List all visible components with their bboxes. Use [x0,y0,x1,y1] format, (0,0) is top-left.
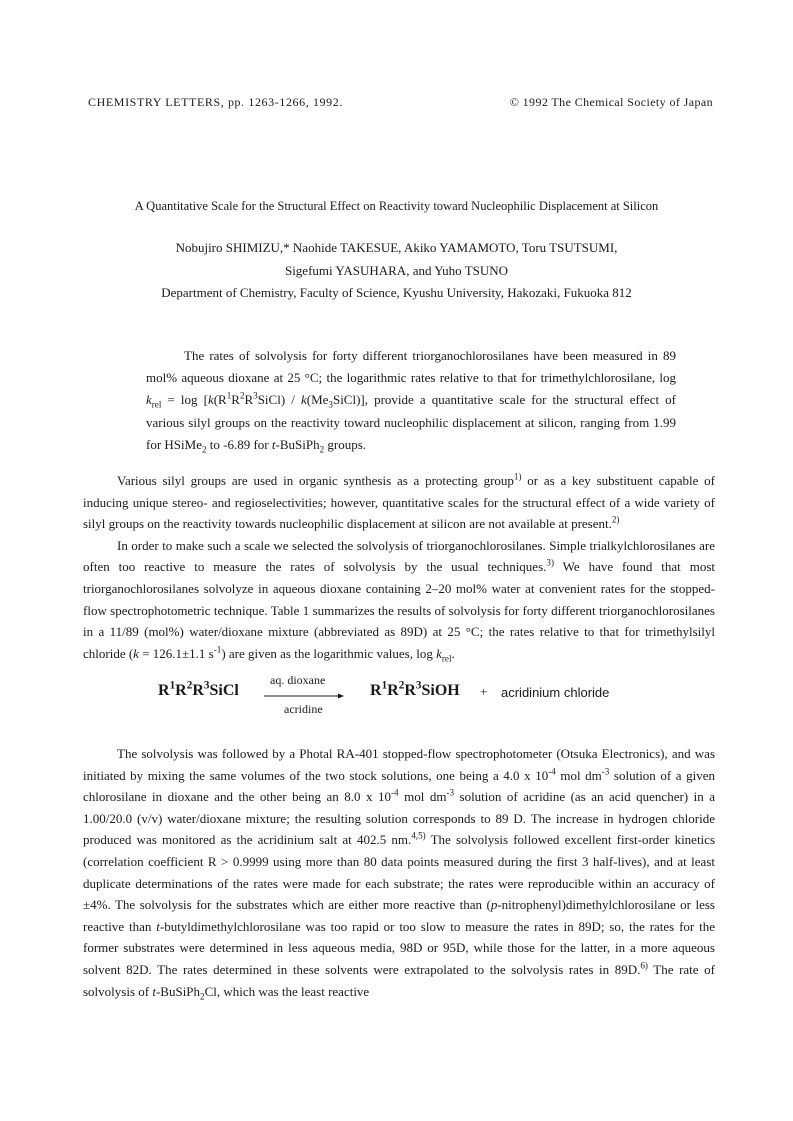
reaction-reagent: acridine [284,702,323,716]
paper-title: A Quantitative Scale for the Structural Effect on Reactivity toward Nucleophilic Displacement at Silicon [134,199,659,213]
byproduct-name: acridinium chloride [501,685,610,700]
copyright-notice: © 1992 The Chemical Society of Japan [509,95,713,109]
paragraph-2: In order to make such a scale we selected the solvolysis of triorganochlorosilanes. Simple trialkylchlorosilanes are often too reactive to measure the rates of solvolysis by the usual techniques.$^{3)}$ We have found that most triorganochlorosilanes solvolyze in aqueous dioxane containing 2–20 mol% water at convenient rates for the stopped-flow spectrophotometric technique. Table 1 summarizes the results of solvolysis for forty different triorganochlorosilanes in a 11/89 (mol%) water/dioxane mixture (abbreviated as 89D) at 25 °C; the rates relative to that for trimethylsilyl chloride (k = 126.1±1.1 $s^{-1}$) are given as the logarithmic values, $\log k_{rel}$. [83,537,715,664]
authors-line-1: Nobujiro SHIMIZU,* Naohide TAKESUE, Akiko YAMAMOTO, Toru TSUTSUMI, [175,240,618,255]
journal-citation: CHEMISTRY LETTERS, pp. 1263-1266, 1992. [88,95,343,109]
body-text-intro [83,470,715,664]
abstract: The rates of solvolysis for forty different triorganochlorosilanes have been measured in 89 mol% aqueous dioxane at 25 °C; the logarithmic rates relative to that for trimethylchlorosilane, $\log k_{rel} = \log$ [$k(R^1R^2R^3SiCl)$ / $k(Me_3SiCl)$], provide a quantitative scale for the structural effect of various silyl groups on the reactivity toward nucleophilic displacement at silicon, ranging from 1.99 for HSiMe$_2$ to -6.89 for t-BuSiPh$_2$ groups. [146,348,676,455]
plus-sign: + [480,684,488,699]
reaction-arrow-icon [264,692,344,700]
paragraph-1: Various silyl groups are used in organic synthesis as a protecting group$^{1)}$ or as a key substituent capable of inducing unique stereo- and regioselectivities; however, quantitative scales for the structural effect of a wide variety of silyl groups on the reactivity towards nucleophilic displacement at silicon are not available at present.$^{2)}$ [83,471,715,532]
authors-line-2: Sigefumi YASUHARA, and Yuho TSUNO [284,263,509,278]
reaction-scheme [0,673,793,722]
reactant-formula: $R^1R^2R^3SiCl$ [158,679,239,699]
reaction-conditions: aq. dioxane [270,673,326,687]
affiliation: Department of Chemistry, Faculty of Science, Kyushu University, Hakozaki, Fukuoka 812 [161,285,632,300]
product-formula: $R^1R^2R^3SiOH$ [370,679,460,699]
body-text-methods [83,743,715,1002]
paragraph-3: The solvolysis was followed by a Photal RA-401 stopped-flow spectrophotometer (Otsuka Electronics), and was initiated by mixing the same volumes of the two stock solutions, one being a 4.0 x $10^{-4}$ mol $dm^{-3}$ solution of a given chlorosilane in dioxane and the other being an 8.0 x $10^{-4}$ mol $dm^{-3}$ solution of acridine (as an acid quencher) in a 1.00/20.0 (v/v) water/dioxane mixture; the resulting solution corresponds to 89 D. The increase in hydrogen chloride produced was monitored as the acridinium salt at 402.5 nm.$^{4,5)}$ The solvolysis followed excellent first-order kinetics (correlation coefficient R > 0.9999 using more than 80 data points measured during the first 3 half-lives), and at least duplicate determinations of the rates were made for each substrate; the rates were reproducible within an accuracy of ±4%. The solvolysis for the substrates which are either more reactive than (p-nitrophenyl)dimethylchlorosilane or less reactive than t-butyldimethylchlorosilane was too rapid or too slow to measure the rates in 89D; so, the rates for the former substrates were determined in less aqueous media, 98D or 95D, while those for the latter, in a more aqueous solvent 82D. The rates determined in these solvents were extrapolated to the solvolysis rates in 89D.$^{6)}$ The rate of solvolysis of t-BuSiPh$_2$Cl, which was the least reactive [83,746,715,1002]
